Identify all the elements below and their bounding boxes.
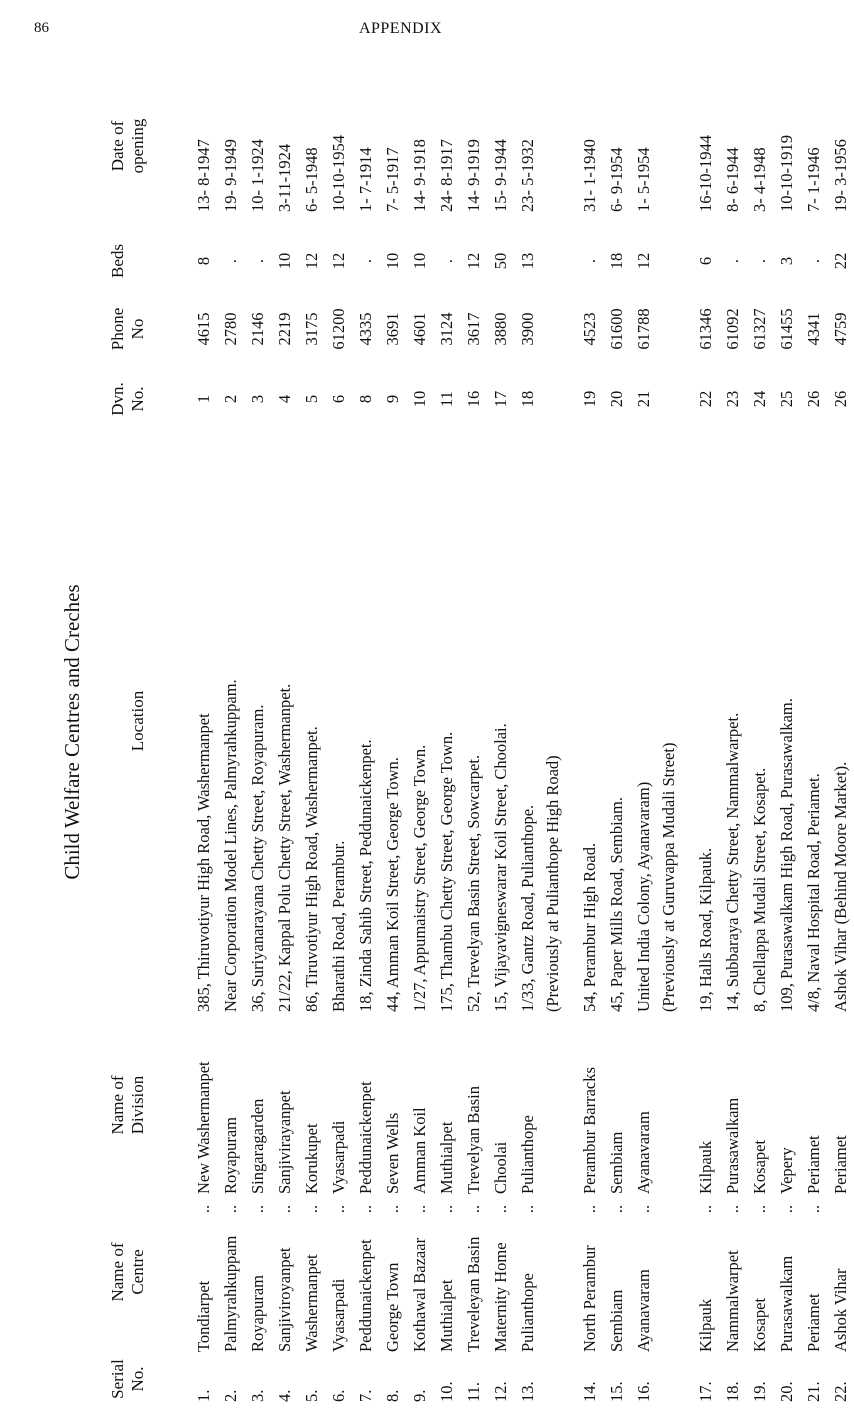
- beds-cell: 3: [777, 256, 796, 266]
- leader-dots: ..: [696, 1204, 715, 1214]
- phone-cell: 4335: [356, 312, 375, 346]
- date-cell: 10-10-1919: [777, 135, 796, 212]
- table-row: [244, 62, 271, 1402]
- beds-cell: .: [723, 258, 742, 264]
- header-dvn-line1: Dvn.: [108, 382, 127, 416]
- location-cell: 44, Amman Koil Street, George Town.: [383, 757, 402, 1012]
- beds-cell: .: [356, 258, 375, 264]
- beds-cell: 18: [607, 252, 626, 270]
- phone-cell: 4601: [410, 312, 429, 346]
- running-head: APPENDIX: [358, 20, 443, 37]
- beds-cell: 10: [275, 252, 294, 270]
- date-cell: 6- 9-1954: [607, 147, 626, 212]
- serial-cell: 1.: [194, 1389, 213, 1402]
- location-cell: 8, Chellappa Mudali Street, Kosapet.: [750, 767, 769, 1012]
- table-row: [190, 62, 217, 1402]
- leader-dots: ..: [607, 1204, 626, 1214]
- location-cell: Near Corporation Model Lines, Palmyrahkuppam.: [221, 679, 240, 1012]
- location-cell: Bharathi Road, Perambur.: [329, 840, 348, 1012]
- division-cell: Vepery: [777, 1147, 796, 1194]
- serial-cell: 15.: [607, 1381, 626, 1402]
- location-cell: 86, Tiruvotiyur High Road, Washermanpet.: [302, 726, 321, 1012]
- table-row: [630, 62, 657, 1402]
- dvn-cell: 18: [518, 390, 537, 408]
- leader-dots: ..: [723, 1204, 742, 1214]
- centre-cell: Pulianthope: [518, 1273, 537, 1352]
- division-cell: Kosapet: [750, 1139, 769, 1194]
- dvn-cell: 20: [607, 390, 626, 408]
- location-cell: 36, Suriyanarayana Chetty Street, Royapuram.: [248, 704, 267, 1012]
- phone-cell: 3900: [518, 312, 537, 346]
- date-cell: 1- 5-1954: [634, 147, 653, 212]
- location-cell: (Previously at Guruvappa Mudali Street): [659, 742, 678, 1012]
- phone-cell: 2146: [248, 312, 267, 346]
- beds-cell: 10: [383, 252, 402, 270]
- date-cell: 14- 9-1918: [410, 139, 429, 212]
- dvn-cell: 23: [723, 390, 742, 408]
- centre-cell: Periamet: [804, 1293, 823, 1352]
- header-location: [108, 430, 190, 1012]
- table-row: [692, 62, 719, 1402]
- serial-cell: 11.: [464, 1381, 483, 1402]
- leader-dots: ..: [194, 1204, 213, 1214]
- serial-cell: 19.: [750, 1381, 769, 1402]
- table-row: [406, 62, 433, 1402]
- leader-dots: ..: [518, 1204, 537, 1214]
- phone-cell: 3124: [437, 312, 456, 346]
- beds-cell: .: [750, 258, 769, 264]
- date-cell: 19- 3-1956: [831, 139, 850, 212]
- beds-cell: .: [221, 258, 240, 264]
- division-cell: Pulianthope: [518, 1115, 537, 1194]
- division-cell: Perambur Barracks: [580, 1067, 599, 1194]
- serial-cell: 21.: [804, 1381, 823, 1402]
- division-cell: Singaragarden: [248, 1098, 267, 1194]
- dvn-cell: 19: [580, 390, 599, 408]
- dvn-cell: 17: [491, 390, 510, 408]
- location-cell: 45, Paper Mills Road, Sembiam.: [607, 797, 626, 1012]
- beds-cell: 6: [696, 256, 715, 266]
- phone-cell: 61600: [607, 308, 626, 350]
- serial-cell: 13.: [518, 1381, 537, 1402]
- leader-dots: ..: [580, 1204, 599, 1214]
- leader-dots: ..: [410, 1204, 429, 1214]
- location-cell: 54, Perambur High Road.: [580, 842, 599, 1012]
- dvn-cell: 24: [750, 390, 769, 408]
- header-serial: [108, 1356, 170, 1402]
- location-cell: 19, Halls Road, Kilpauk.: [696, 847, 715, 1012]
- leader-dots: ..: [437, 1204, 456, 1214]
- table-note-row: [657, 62, 681, 1402]
- phone-cell: 2780: [221, 312, 240, 346]
- leader-dots: ..: [634, 1204, 653, 1214]
- table-row: [379, 62, 406, 1402]
- phone-cell: 4341: [804, 312, 823, 346]
- centre-cell: Ashok Vihar: [831, 1268, 850, 1352]
- dvn-cell: 11: [437, 391, 456, 407]
- location-cell: 14, Subbaraya Chetty Street, Nammalwarpet.: [723, 712, 742, 1012]
- dvn-cell: 16: [464, 390, 483, 408]
- serial-cell: 3.: [248, 1389, 267, 1402]
- location-cell: 175, Thambu Chetty Street, George Town.: [437, 731, 456, 1012]
- beds-cell: 12: [464, 252, 483, 270]
- location-cell: 1/33, Gantz Road, Pulianthope.: [518, 804, 537, 1012]
- phone-cell: 61327: [750, 308, 769, 350]
- centre-cell: Tondiarpet: [194, 1280, 213, 1352]
- table-row: [217, 62, 244, 1402]
- date-cell: 10- 1-1924: [248, 139, 267, 212]
- dvn-cell: 5: [302, 394, 321, 404]
- centre-cell: Purasawalkam: [777, 1255, 796, 1352]
- beds-cell: 50: [491, 252, 510, 270]
- header-centre-line2: Centre: [128, 1249, 147, 1295]
- location-cell: (Previously at Pulianthope High Road): [543, 755, 562, 1012]
- division-cell: Vyasarpadi: [329, 1120, 348, 1194]
- dvn-cell: 2: [221, 394, 240, 404]
- date-cell: 23- 5-1932: [518, 139, 537, 212]
- date-cell: 14- 9-1919: [464, 139, 483, 212]
- centre-cell: Washermanpet: [302, 1254, 321, 1352]
- beds-cell: 10: [410, 252, 429, 270]
- division-cell: Choolai: [491, 1141, 510, 1194]
- table-row: [460, 62, 487, 1402]
- serial-cell: 8.: [383, 1389, 402, 1402]
- serial-cell: 20.: [777, 1381, 796, 1402]
- serial-cell: 18.: [723, 1381, 742, 1402]
- date-cell: 10-10-1954: [329, 135, 348, 212]
- table-note-row: [541, 62, 565, 1402]
- centre-cell: North Perambur: [580, 1245, 599, 1352]
- header-location-line1: Location: [128, 690, 147, 752]
- serial-cell: 7.: [356, 1389, 375, 1402]
- header-date-line2: opening: [128, 118, 147, 174]
- serial-cell: 6.: [329, 1389, 348, 1402]
- header-date: [108, 62, 170, 230]
- division-cell: Trevelyan Basin: [464, 1085, 483, 1194]
- dvn-cell: 6: [329, 394, 348, 404]
- page-number: 86: [34, 20, 49, 36]
- centre-cell: Sanjiviroyanpet: [275, 1247, 294, 1352]
- phone-cell: 61455: [777, 308, 796, 350]
- beds-cell: 12: [634, 252, 653, 270]
- phone-cell: 61346: [696, 308, 715, 350]
- beds-cell: 8: [194, 256, 213, 266]
- beds-cell: .: [804, 258, 823, 264]
- serial-cell: 2.: [221, 1389, 240, 1402]
- header-serial-line1: Serial: [108, 1359, 127, 1399]
- beds-cell: .: [248, 258, 267, 264]
- phone-cell: 2219: [275, 312, 294, 346]
- leader-dots: ..: [777, 1204, 796, 1214]
- dvn-cell: 3: [248, 394, 267, 404]
- table-row: [298, 62, 325, 1402]
- table-row: [271, 62, 298, 1402]
- centre-cell: Kothawal Bazaar: [410, 1237, 429, 1352]
- division-cell: Seven Wells: [383, 1112, 402, 1194]
- division-cell: Sanjivirayanpet: [275, 1090, 294, 1194]
- division-cell: Korukupet: [302, 1123, 321, 1194]
- table-row: [746, 62, 773, 1402]
- date-cell: 1- 7-1914: [356, 147, 375, 212]
- leader-dots: ..: [356, 1204, 375, 1214]
- table-title: Child Welfare Centres and Creches: [60, 584, 84, 880]
- beds-cell: .: [437, 258, 456, 264]
- centre-cell: George Town: [383, 1262, 402, 1352]
- division-cell: Sembiam: [607, 1131, 626, 1194]
- date-cell: 19- 9-1949: [221, 139, 240, 212]
- location-cell: Ashok Vihar (Behind Moore Market).: [831, 761, 850, 1012]
- table-row: [603, 62, 630, 1402]
- division-cell: Periamet: [804, 1135, 823, 1194]
- beds-cell: 13: [518, 252, 537, 270]
- centre-cell: Treveleyan Basin: [464, 1236, 483, 1352]
- beds-cell: .: [580, 258, 599, 264]
- division-cell: New Washermanpet: [194, 1061, 213, 1194]
- date-cell: 7- 5-1917: [383, 147, 402, 212]
- centre-cell: Royapuram: [248, 1275, 267, 1352]
- header-phone: [108, 290, 170, 368]
- leader-dots: ..: [750, 1204, 769, 1214]
- phone-cell: 61200: [329, 308, 348, 350]
- table-row: [800, 62, 827, 1402]
- dvn-cell: 26: [804, 390, 823, 408]
- header-dvn-line2: No.: [128, 386, 147, 412]
- location-cell: 52, Trevelyan Basin Street, Sowcarpet.: [464, 754, 483, 1012]
- leader-dots: ..: [464, 1204, 483, 1214]
- date-cell: 31- 1-1940: [580, 139, 599, 212]
- centre-cell: Maternity Home: [491, 1242, 510, 1352]
- dvn-cell: 21: [634, 390, 653, 408]
- phone-cell: 3175: [302, 312, 321, 346]
- serial-cell: 22.: [831, 1381, 850, 1402]
- serial-cell: 10.: [437, 1381, 456, 1402]
- division-cell: Royapuram: [221, 1117, 240, 1194]
- header-date-line1: Date of: [108, 120, 127, 172]
- location-cell: 385, Thiruvotiyur High Road, Washermanpet: [194, 713, 213, 1012]
- date-cell: 13- 8-1947: [194, 139, 213, 212]
- table-row: [325, 62, 352, 1402]
- dvn-cell: 25: [777, 390, 796, 408]
- header-centre-line1: Name of: [108, 1242, 127, 1302]
- serial-cell: 5.: [302, 1389, 321, 1402]
- location-cell: 15, Vijayavigneswarar Koil Street, Choolai.: [491, 723, 510, 1012]
- table-row: [773, 62, 800, 1402]
- table-row: [827, 62, 854, 1402]
- location-cell: 18, Zinda Sahib Street, Peddunaickenpet.: [356, 739, 375, 1012]
- centre-cell: Muthialpet: [437, 1279, 456, 1352]
- leader-dots: ..: [329, 1204, 348, 1214]
- date-cell: 3- 4-1948: [750, 147, 769, 212]
- serial-cell: 14.: [580, 1381, 599, 1402]
- dvn-cell: 1: [194, 394, 213, 404]
- phone-cell: 61092: [723, 308, 742, 350]
- phone-cell: 3880: [491, 312, 510, 346]
- header-division: [108, 1016, 170, 1194]
- dvn-cell: 4: [275, 394, 294, 404]
- date-cell: 8- 6-1944: [723, 147, 742, 212]
- date-cell: 6- 5-1948: [302, 147, 321, 212]
- phone-cell: 3691: [383, 312, 402, 346]
- beds-cell: 22: [831, 252, 850, 270]
- division-cell: Purasawalkam: [723, 1097, 742, 1194]
- division-cell: Peddunaickenpet: [356, 1081, 375, 1194]
- table-row: [433, 62, 460, 1402]
- phone-cell: 4759: [831, 312, 850, 346]
- centre-cell: Palmyrahkuppam: [221, 1235, 240, 1352]
- leader-dots: ..: [248, 1204, 267, 1214]
- division-cell: Muthialpet: [437, 1121, 456, 1194]
- division-cell: Kilpauk: [696, 1140, 715, 1194]
- date-cell: 16-10-1944: [696, 135, 715, 212]
- division-cell: Ayanavaram: [634, 1111, 653, 1194]
- location-cell: 109, Purasawalkam High Road, Purasawalkam.: [777, 698, 796, 1012]
- leader-dots: ..: [221, 1204, 240, 1214]
- centre-cell: Ayanavaram: [634, 1269, 653, 1352]
- leader-dots: ..: [275, 1204, 294, 1214]
- leader-dots: ..: [302, 1204, 321, 1214]
- header-dvn: [108, 372, 170, 426]
- header-division-line2: Division: [128, 1075, 147, 1135]
- centre-cell: Kosapet: [750, 1297, 769, 1352]
- division-cell: Periamet: [831, 1135, 850, 1194]
- dvn-cell: 10: [410, 390, 429, 408]
- header-division-line1: Name of: [108, 1075, 127, 1135]
- location-cell: 4/8, Naval Hospital Road, Periamet.: [804, 773, 823, 1012]
- dvn-cell: 9: [383, 394, 402, 404]
- beds-cell: 12: [329, 252, 348, 270]
- date-cell: 7- 1-1946: [804, 147, 823, 212]
- serial-cell: 17.: [696, 1381, 715, 1402]
- table-row: [352, 62, 379, 1402]
- location-cell: 21/22, Kappal Polu Chetty Street, Washermanpet.: [275, 683, 294, 1012]
- table-row: [719, 62, 746, 1402]
- serial-cell: 12.: [491, 1381, 510, 1402]
- centre-cell: Nammalwarpet: [723, 1250, 742, 1352]
- header-serial-line2: No.: [128, 1366, 147, 1392]
- beds-cell: 12: [302, 252, 321, 270]
- date-cell: 15- 9-1944: [491, 139, 510, 212]
- centre-cell: Peddunaickenpet: [356, 1239, 375, 1352]
- centre-cell: Sembiam: [607, 1289, 626, 1352]
- header-beds-line1: Beds: [108, 244, 127, 278]
- phone-cell: 4615: [194, 312, 213, 346]
- leader-dots: ..: [383, 1204, 402, 1214]
- header-centre: [108, 1192, 170, 1352]
- table-row: [514, 62, 541, 1402]
- phone-cell: 3617: [464, 312, 483, 346]
- serial-cell: 9.: [410, 1389, 429, 1402]
- centre-cell: Vyasarpadi: [329, 1278, 348, 1352]
- header-beds: [108, 236, 170, 286]
- centre-cell: Kilpauk: [696, 1298, 715, 1352]
- dvn-cell: 22: [696, 390, 715, 408]
- dvn-cell: 26: [831, 390, 850, 408]
- phone-cell: 4523: [580, 312, 599, 346]
- phone-cell: 61788: [634, 308, 653, 350]
- leader-dots: ..: [491, 1204, 510, 1214]
- leader-dots: ..: [804, 1204, 823, 1214]
- header-phone-line1: Phone: [108, 307, 127, 351]
- table-row: [576, 62, 603, 1402]
- dvn-cell: 8: [356, 394, 375, 404]
- rotated-table: [60, 62, 850, 1402]
- location-cell: 1/27, Appumaistry Street, George Town.: [410, 744, 429, 1012]
- date-cell: 3-11-1924: [275, 143, 294, 212]
- serial-cell: 4.: [275, 1389, 294, 1402]
- location-cell: United India Colony, Ayanavaram): [634, 781, 653, 1012]
- serial-cell: 16.: [634, 1381, 653, 1402]
- table-body: [190, 62, 854, 1402]
- header-phone-line2: No: [128, 318, 147, 340]
- date-cell: 24- 8-1917: [437, 139, 456, 212]
- division-cell: Amman Koil: [410, 1107, 429, 1194]
- table-row: [487, 62, 514, 1402]
